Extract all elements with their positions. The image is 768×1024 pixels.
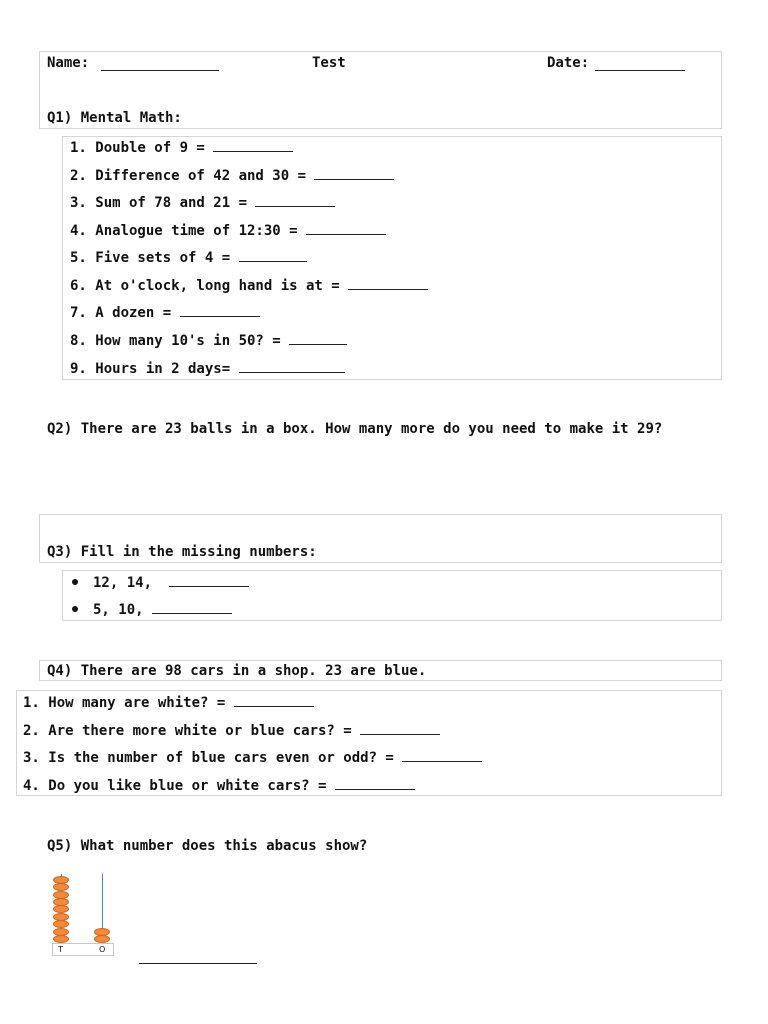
- q1-item-text: 6. At o'clock, long hand is at =: [70, 278, 340, 294]
- q3-item: [93, 573, 249, 592]
- q1-item: [70, 138, 293, 157]
- q4-item: [23, 721, 440, 740]
- answer-blank[interactable]: [169, 573, 249, 587]
- answer-blank[interactable]: [360, 721, 440, 735]
- answer-blank[interactable]: [402, 748, 482, 762]
- answer-blank[interactable]: [239, 359, 345, 373]
- answer-blank[interactable]: [239, 248, 307, 262]
- answer-blank[interactable]: [180, 303, 260, 317]
- answer-blank[interactable]: [255, 193, 335, 207]
- q1-item-text: 8. How many 10's in 50? =: [70, 333, 281, 349]
- q4-item-text: 2. Are there more white or blue cars? =: [23, 723, 352, 739]
- q1-item: [70, 166, 394, 185]
- bead: [53, 898, 69, 906]
- abacus: [50, 872, 120, 956]
- bead: [53, 905, 69, 913]
- q1-item: [70, 303, 260, 322]
- name-label: Name:: [47, 55, 90, 71]
- ones-label: O: [99, 945, 106, 954]
- answer-blank[interactable]: [152, 600, 232, 614]
- q4-item-text: 4. Do you like blue or white cars? =: [23, 778, 327, 794]
- q3-heading: Q3) Fill in the missing numbers:: [47, 544, 317, 560]
- q3-item-text: 5, 10,: [93, 602, 144, 618]
- q1-item-text: 7. A dozen =: [70, 305, 172, 321]
- q1-item-text: 4. Analogue time of 12:30 =: [70, 223, 298, 239]
- date-label: Date:: [547, 55, 590, 71]
- q5-text: Q5) What number does this abacus show?: [47, 838, 368, 854]
- bead: [53, 891, 69, 899]
- answer-blank[interactable]: [289, 331, 347, 345]
- q4-item-text: 1. How many are white? =: [23, 695, 226, 711]
- q1-heading: Q1) Mental Math:: [47, 110, 182, 126]
- page-title: Test: [312, 55, 346, 71]
- q4-heading: Q4) There are 98 cars in a shop. 23 are blue.: [47, 663, 427, 679]
- bead: [53, 876, 69, 884]
- bullet-icon: [72, 606, 78, 612]
- q1-item: [70, 193, 335, 212]
- bead: [53, 935, 69, 943]
- answer-blank[interactable]: [348, 276, 428, 290]
- bead: [53, 913, 69, 921]
- answer-blank[interactable]: [213, 138, 293, 152]
- q1-item: [70, 221, 386, 240]
- q1-item-text: 3. Sum of 78 and 21 =: [70, 195, 248, 211]
- answer-blank[interactable]: [335, 776, 415, 790]
- answer-blank[interactable]: [234, 693, 314, 707]
- q1-item-text: 9. Hours in 2 days=: [70, 361, 231, 377]
- bead: [94, 928, 110, 936]
- q4-item: [23, 776, 415, 795]
- bullet-icon: [72, 579, 78, 585]
- q2-text: Q2) There are 23 balls in a box. How many more do you need to make it 29?: [47, 421, 663, 437]
- q1-item: [70, 248, 307, 267]
- q4-item: [23, 748, 482, 767]
- q1-item: [70, 359, 345, 378]
- q4-item-text: 3. Is the number of blue cars even or odd? =: [23, 750, 394, 766]
- answer-blank[interactable]: [306, 221, 386, 235]
- q4-item: [23, 693, 314, 712]
- q1-item: [70, 276, 428, 295]
- q3-item-text: 12, 14,: [93, 575, 153, 591]
- q3-item: [93, 600, 232, 619]
- q1-item-text: 2. Difference of 42 and 30 =: [70, 168, 307, 184]
- answer-blank[interactable]: [314, 166, 394, 180]
- bead: [94, 935, 110, 943]
- tens-label: T: [58, 945, 63, 954]
- q1-item: [70, 331, 347, 350]
- name-blank[interactable]: [101, 57, 219, 71]
- bead: [53, 883, 69, 891]
- q1-item-text: 1. Double of 9 =: [70, 140, 205, 156]
- bead: [53, 928, 69, 936]
- bead: [53, 920, 69, 928]
- q1-item-text: 5. Five sets of 4 =: [70, 250, 231, 266]
- date-blank[interactable]: [595, 57, 685, 71]
- q5-answer-blank[interactable]: [139, 950, 257, 964]
